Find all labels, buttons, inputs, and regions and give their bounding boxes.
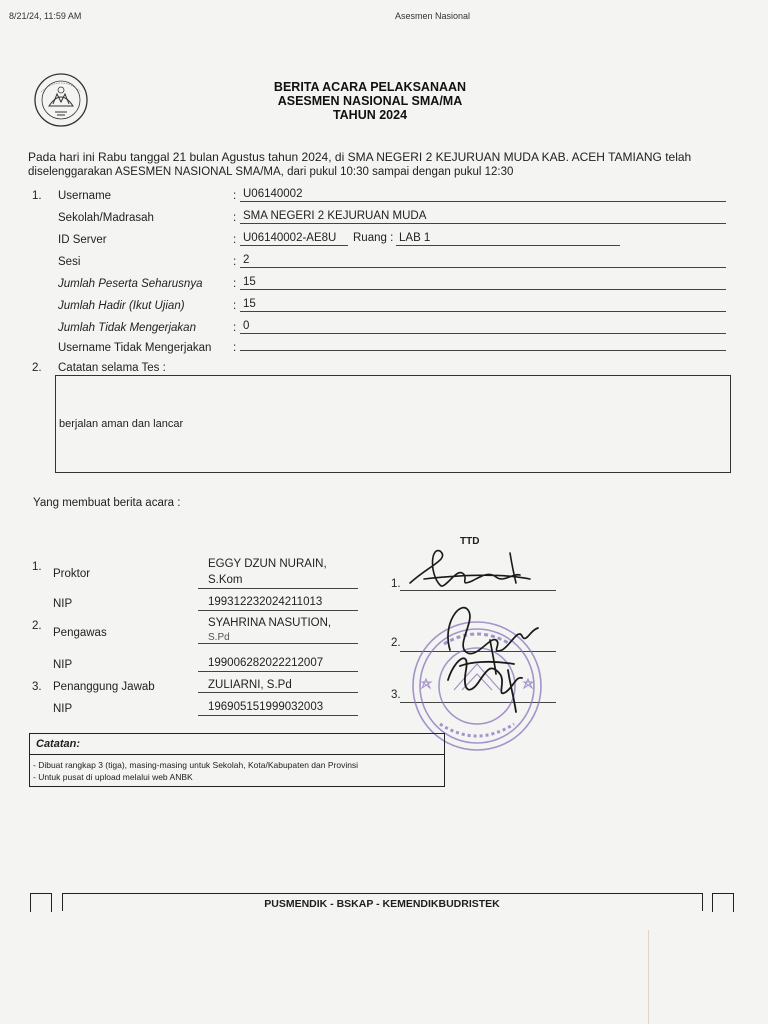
signer-1-number: 1. — [32, 561, 42, 573]
signature-2-and-3 — [430, 600, 550, 720]
section-1-number: 1. — [32, 190, 42, 202]
signature-1 — [400, 545, 540, 595]
signer-2-role: Pengawas — [53, 627, 107, 639]
ruang-value: LAB 1 — [399, 232, 431, 244]
catatan-box — [29, 733, 445, 787]
signer-2-number: 2. — [32, 620, 42, 632]
doc-title-line-2: ASESMEN NASIONAL SMA/MA — [277, 94, 463, 108]
catatan-item-1: - Dibuat rangkap 3 (tiga), masing-masing untuk Sekolah, Kota/Kabupaten dan Provinsi — [33, 760, 359, 770]
sig-number-1: 1. — [391, 578, 401, 590]
footer-text: PUSMENDIK - BSKAP - KEMENDIKBUDRISTEK — [264, 898, 500, 910]
field-label-sesi: Sesi — [58, 256, 81, 268]
signer-1-nip-label: NIP — [53, 598, 73, 610]
catatan-item-2: - Untuk pusat di upload melalui web ANBK — [33, 772, 193, 782]
field-value-sesi: 2 — [243, 254, 250, 266]
field-value-id-server: U06140002-AE8U — [243, 232, 337, 244]
tut-wuri-handayani-logo — [27, 70, 95, 130]
footer-corner-mark-right — [712, 893, 734, 912]
ttd-label: TTD — [460, 536, 480, 547]
sig-number-2: 2. — [391, 637, 401, 649]
field-label-peserta: Jumlah Peserta Seharusnya — [58, 278, 203, 290]
signer-1-name-line-1: EGGY DZUN NURAIN, — [208, 558, 327, 570]
field-value-tidak-mengerjakan: 0 — [243, 320, 250, 332]
signer-1-name-line-2: S.Kom — [208, 574, 243, 586]
doc-title-line-1: BERITA ACARA PELAKSANAAN — [273, 80, 467, 94]
doc-title-line-3: TAHUN 2024 — [332, 108, 408, 122]
field-label-username-tidak: Username Tidak Mengerjakan — [58, 342, 212, 354]
signer-3-nip-label: NIP — [53, 703, 73, 715]
ruang-label: Ruang : — [353, 232, 394, 244]
scan-artifact — [648, 930, 649, 1024]
signer-3-number: 3. — [32, 681, 42, 693]
field-label-username: Username — [58, 190, 112, 202]
signer-3-nip: 196905151999032003 — [208, 701, 324, 713]
signer-2-nip: 199006282022212007 — [208, 657, 324, 669]
signer-3-role: Penanggung Jawab — [53, 681, 155, 693]
signers-intro: Yang membuat berita acara : — [33, 497, 181, 509]
notes-box — [55, 375, 731, 473]
field-value-username: U06140002 — [243, 188, 303, 200]
section-2-number: 2. — [32, 362, 42, 374]
signer-2-nip-label: NIP — [53, 659, 73, 671]
sig-number-3: 3. — [391, 689, 401, 701]
print-title: Asesmen Nasional — [395, 11, 471, 21]
print-datetime: 8/21/24, 11:59 AM — [9, 11, 82, 21]
footer-corner-mark-left — [30, 893, 52, 912]
signer-2-name-line-1: SYAHRINA NASUTION, — [208, 617, 332, 629]
intro-line-1: Pada hari ini Rabu tanggal 21 bulan Agustus tahun 2024, di SMA NEGERI 2 KEJURUAN MUDA KAB. ACEH TAMIANG telah — [28, 150, 692, 164]
signer-3-name-line-1: ZULIARNI, S.Pd — [208, 679, 292, 691]
signer-1-nip: 199312232024211013 — [208, 596, 323, 608]
intro-line-2: diselenggarakan ASESMEN NASIONAL SMA/MA, dari pukul 10:30 sampai dengan pukul 12:30 — [28, 166, 514, 178]
section-2-label: Catatan selama Tes : — [58, 362, 166, 374]
field-label-sekolah: Sekolah/Madrasah — [58, 212, 154, 224]
field-value-hadir: 15 — [243, 298, 256, 310]
field-value-sekolah: SMA NEGERI 2 KEJURUAN MUDA — [243, 210, 427, 222]
signer-2-name-line-2: S.Pd — [208, 632, 230, 643]
catatan-title: Catatan: — [36, 738, 81, 750]
field-label-tidak-mengerjakan: Jumlah Tidak Mengerjakan — [58, 322, 196, 334]
field-label-hadir: Jumlah Hadir (Ikut Ujian) — [58, 300, 185, 312]
notes-text: berjalan aman dan lancar — [59, 418, 184, 430]
signer-1-role: Proktor — [53, 568, 91, 580]
field-value-peserta: 15 — [243, 276, 256, 288]
field-label-id-server: ID Server — [58, 234, 107, 246]
